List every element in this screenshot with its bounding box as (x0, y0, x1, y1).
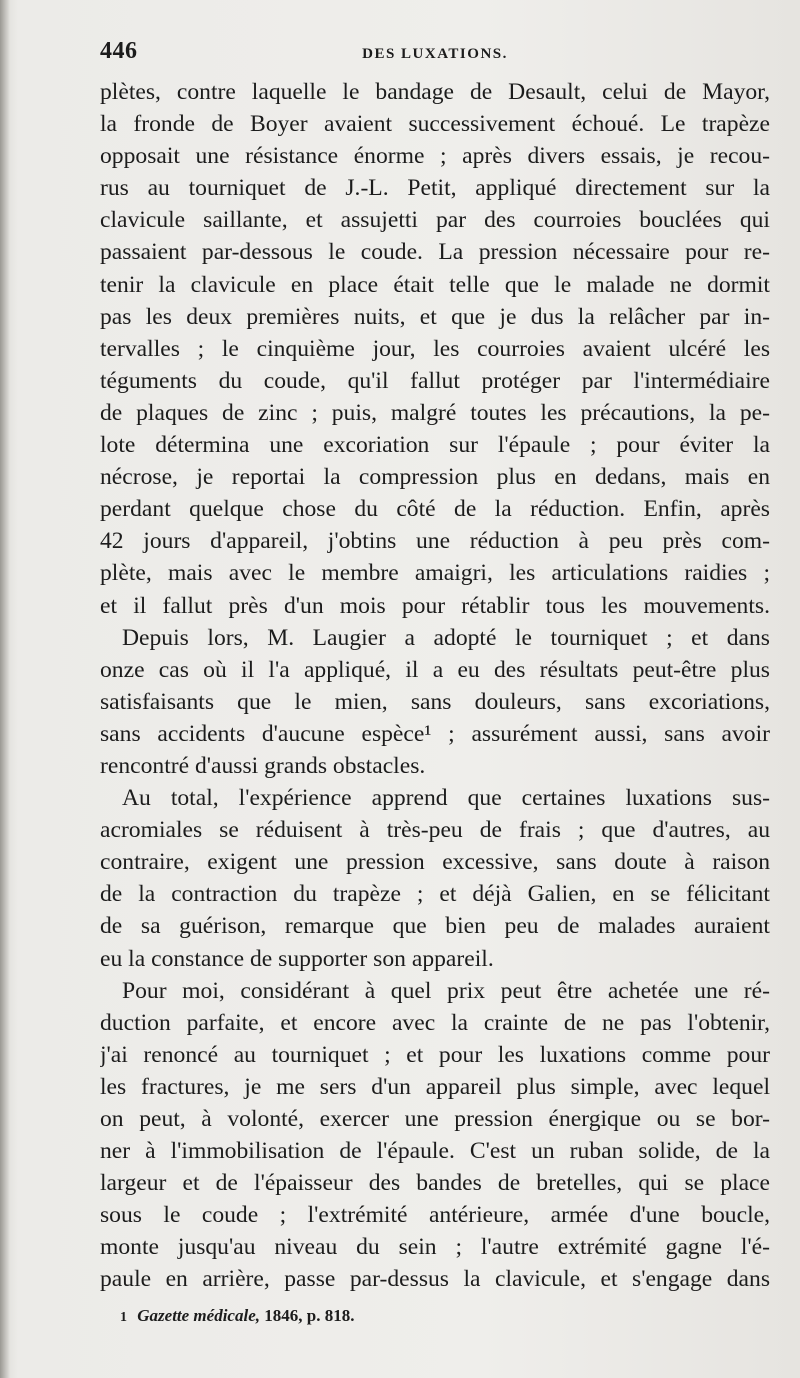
text-line: rus au tourniquet de J.-L. Petit, appliqué directement sur la (100, 175, 770, 202)
text-line: eu la constance de supporter son appareil. (100, 945, 494, 972)
text-line: passaient par-dessous le coude. La pression nécessaire pour re- (100, 239, 770, 266)
footnote-reference: 1846, p. 818. (264, 1306, 355, 1325)
footnote (120, 1306, 770, 1326)
text-line: j'ai renoncé au tourniquet ; et pour les luxations comme pour (100, 1041, 770, 1068)
text-line: et il fallut près d'un mois pour rétablir tous les mouvements. (100, 592, 770, 619)
text-line: Depuis lors, M. Laugier a adopté le tourniquet ; et dans (122, 624, 770, 651)
text-line: de la contraction du trapèze ; et déjà Galien, en se félicitant (100, 881, 770, 908)
text-line: contraire, exigent une pression excessive, sans doute à raison (100, 849, 770, 876)
text-line: monte jusqu'au niveau du sein ; l'autre extrémité gagne l'é- (100, 1234, 770, 1261)
text-line: téguments du coude, qu'il fallut protéger par l'intermédiaire (100, 367, 770, 394)
text-line: tervalles ; le cinquième jour, les courroies avaient ulcéré les (100, 335, 770, 362)
text-line: tenir la clavicule en place était telle que le malade ne dormit (100, 271, 770, 298)
text-line: sous le coude ; l'extrémité antérieure, armée d'une boucle, (100, 1202, 770, 1229)
text-line: lote détermina une excoriation sur l'épaule ; pour éviter la (100, 432, 770, 459)
text-line: clavicule saillante, et assujetti par des courroies bouclées qui (100, 207, 770, 234)
text-line: rencontré d'aussi grands obstacles. (100, 752, 426, 779)
text-line: acromiales se réduisent à très-peu de frais ; que d'autres, au (100, 817, 770, 844)
text-line: nécrose, je reportai la compression plus en dedans, mais en (100, 464, 770, 491)
page-binding-edge (0, 0, 10, 1378)
text-line: duction parfaite, et encore avec la crainte de ne pas l'obtenir, (100, 1009, 770, 1036)
page-header (100, 38, 770, 72)
text-line: 42 jours d'appareil, j'obtins une réduction à peu près com- (100, 528, 770, 555)
text-line: opposait une résistance énorme ; après divers essais, je recou- (100, 143, 770, 170)
running-head: DES LUXATIONS. (362, 46, 508, 62)
text-line: ner à l'immobilisation de l'épaule. C'est un ruban solide, de la (100, 1138, 770, 1165)
text-line: perdant quelque chose du côté de la réduction. Enfin, après (100, 496, 770, 523)
text-line: plète, mais avec le membre amaigri, les articulations raidies ; (100, 560, 770, 587)
text-line: de plaques de zinc ; puis, malgré toutes les précautions, la pe- (100, 399, 770, 426)
text-line: onze cas où il l'a appliqué, il a eu des résultats peut-être plus (100, 656, 770, 683)
text-line: les fractures, je me sers d'un appareil plus simple, avec lequel (100, 1073, 770, 1100)
page-number: 446 (100, 38, 138, 64)
text-line: paule en arrière, passe par-dessus la clavicule, et s'engage dans (100, 1266, 770, 1293)
footnote-mark: 1 (120, 1310, 127, 1325)
text-line: on peut, à volonté, exercer une pression énergique ou se bor- (100, 1106, 770, 1132)
text-line: pas les deux premières nuits, et que je dus la relâcher par in- (100, 303, 770, 330)
body-text (100, 76, 770, 1296)
text-line: satisfaisants que le mien, sans douleurs, sans excoriations, (100, 688, 770, 715)
text-line: Au total, l'expérience apprend que certaines luxations sus- (122, 785, 770, 812)
text-line: la fronde de Boyer avaient successivement échoué. Le trapèze (100, 111, 770, 138)
footnote-source-title: Gazette médicale, (137, 1306, 260, 1325)
text-line: plètes, contre laquelle le bandage de Desault, celui de Mayor, (100, 79, 770, 105)
text-line: Pour moi, considérant à quel prix peut être achetée une ré- (122, 977, 770, 1004)
text-line: largeur et de l'épaisseur des bandes de bretelles, qui se place (100, 1170, 770, 1197)
text-line: sans accidents d'aucune espèce¹ ; assurément aussi, sans avoir (100, 720, 770, 747)
text-line: de sa guérison, remarque que bien peu de malades auraient (100, 913, 770, 940)
